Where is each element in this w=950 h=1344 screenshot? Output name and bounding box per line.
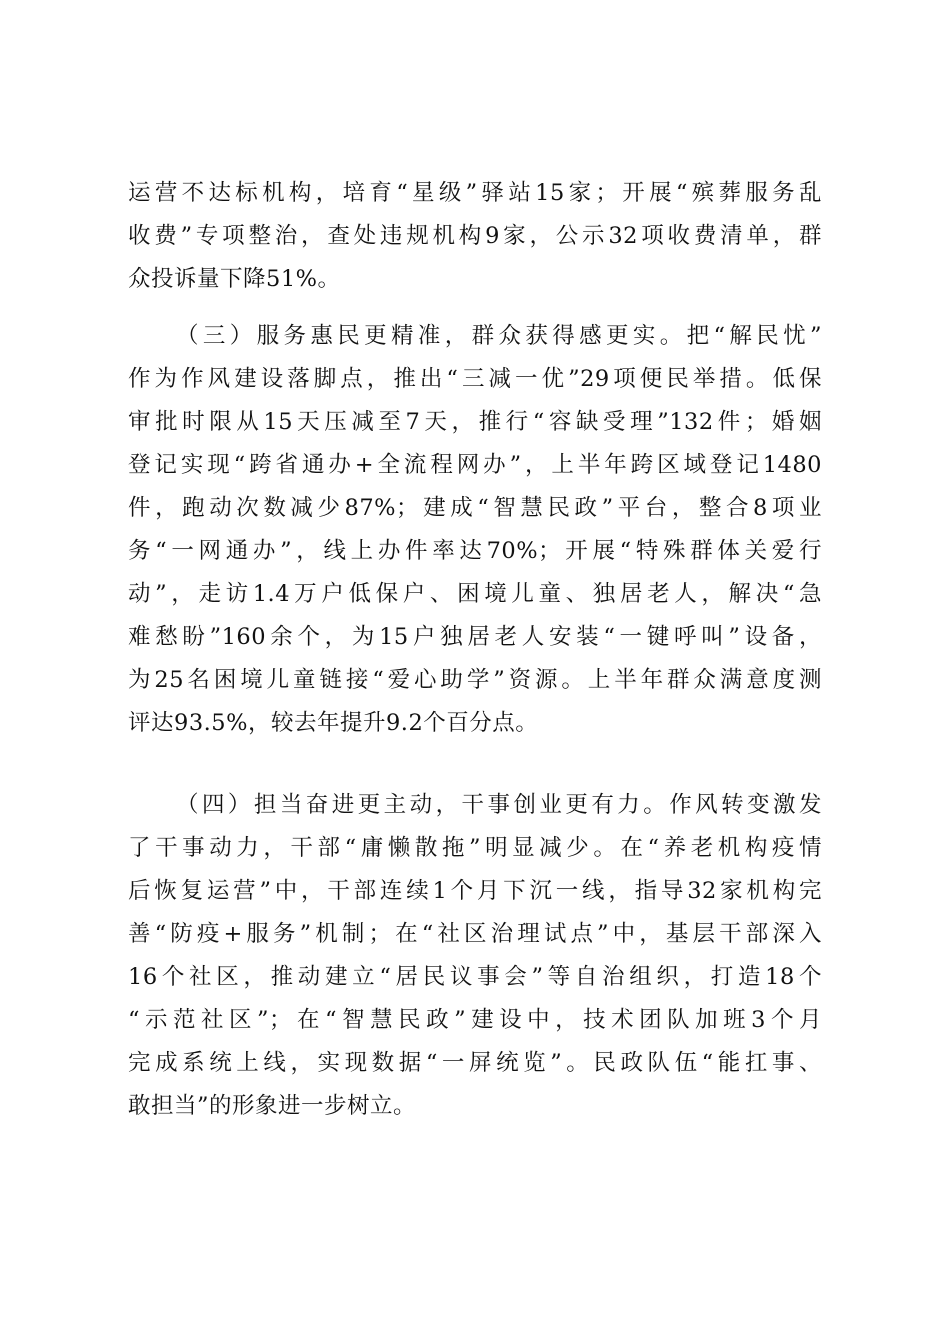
text-line: 为25名困境儿童链接“爱心助学”资源。上半年群众满意度测: [128, 667, 822, 693]
text-line: 审批时限从15天压减至7天，推行“容缺受理”132件；婚姻: [128, 409, 822, 435]
text-line: 了干事动力，干部“庸懒散拖”明显减少。在“养老机构疫情: [128, 835, 822, 861]
text-line: 务“一网通办”，线上办件率达70%；开展“特殊群体关爱行: [128, 538, 822, 564]
text-line: 敢担当”的形象进一步树立。: [128, 1093, 417, 1119]
text-line: 运营不达标机构，培育“星级”驿站15家；开展“殡葬服务乱: [128, 180, 822, 206]
paragraph-section-four: [128, 784, 822, 1128]
text-line: 众投诉量下降51%。: [128, 266, 341, 292]
text-line: 后恢复运营”中，干部连续1个月下沉一线，指导32家机构完: [128, 878, 822, 904]
text-line: 件，跑动次数减少87%；建成“智慧民政”平台，整合8项业: [128, 495, 822, 521]
text-line: 16个社区，推动建立“居民议事会”等自治组织，打造18个: [128, 964, 822, 990]
text-line: （四）担当奋进更主动，干事创业更有力。作风转变激发: [176, 792, 822, 818]
paragraph-continuation: [128, 172, 822, 301]
paragraph-section-three: [128, 315, 822, 745]
text-line: 登记实现“跨省通办+全流程网办”，上半年跨区域登记1480: [128, 452, 822, 478]
text-line: 善“防疫+服务”机制；在“社区治理试点”中，基层干部深入: [128, 921, 822, 947]
text-line: 动”，走访1.4万户低保户、困境儿童、独居老人，解决“急: [128, 581, 822, 607]
text-line: 收费”专项整治，查处违规机构9家，公示32项收费清单，群: [128, 223, 822, 249]
text-line: 难愁盼”160余个，为15户独居老人安装“一键呼叫”设备，: [128, 624, 822, 650]
text-line: 评达93.5%，较去年提升9.2个百分点。: [128, 710, 539, 736]
text-line: 完成系统上线，实现数据“一屏统览”。民政队伍“能扛事、: [128, 1050, 822, 1076]
text-line: 作为作风建设落脚点，推出“三减一优”29项便民举措。低保: [128, 366, 822, 392]
text-line: “示范社区”；在“智慧民政”建设中，技术团队加班3个月: [128, 1007, 822, 1033]
text-line: （三）服务惠民更精准，群众获得感更实。把“解民忧”: [176, 323, 822, 349]
